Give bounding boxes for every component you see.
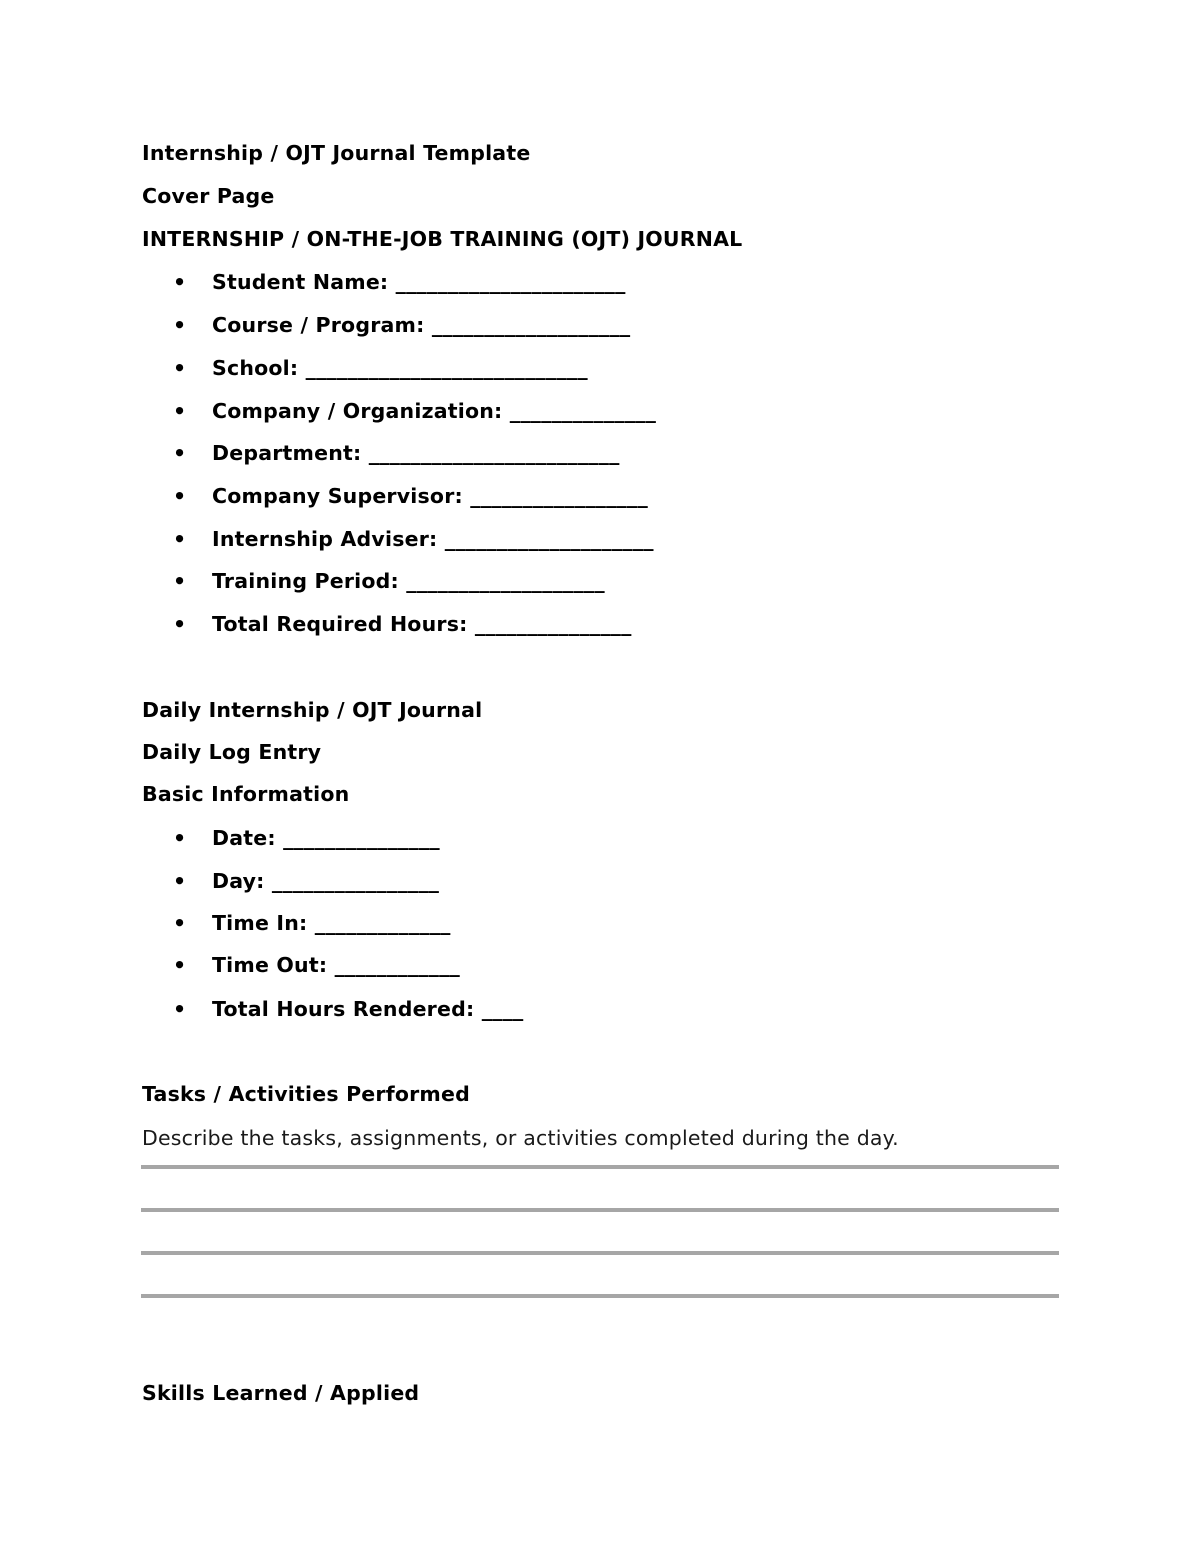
field-department: Department: ________________________: [212, 441, 620, 465]
bullet: •: [173, 997, 187, 1021]
writing-line: [141, 1251, 1059, 1255]
bullet: •: [173, 399, 187, 423]
field-training-period: Training Period: ___________________: [212, 569, 605, 593]
bullet: •: [173, 953, 187, 977]
cover-title: INTERNSHIP / ON-THE-JOB TRAINING (OJT) JOURNAL: [142, 227, 743, 251]
writing-line: [141, 1165, 1059, 1169]
daily-log-heading: Daily Log Entry: [142, 740, 322, 764]
writing-line: [141, 1208, 1059, 1212]
cover-page-heading: Cover Page: [142, 184, 275, 208]
bullet: •: [173, 911, 187, 935]
bullet: •: [173, 527, 187, 551]
tasks-description: Describe the tasks, assignments, or activities completed during the day.: [142, 1126, 899, 1150]
writing-line: [141, 1294, 1059, 1298]
bullet: •: [173, 826, 187, 850]
bullet: •: [173, 569, 187, 593]
bullet: •: [173, 441, 187, 465]
bullet: •: [173, 484, 187, 508]
document-title: Internship / OJT Journal Template: [142, 141, 531, 165]
daily-journal-heading: Daily Internship / OJT Journal: [142, 698, 483, 722]
basic-information-heading: Basic Information: [142, 782, 350, 806]
bullet: •: [173, 869, 187, 893]
bullet: •: [173, 612, 187, 636]
tasks-heading: Tasks / Activities Performed: [142, 1082, 470, 1106]
field-student-name: Student Name: ______________________: [212, 270, 626, 294]
skills-heading: Skills Learned / Applied: [142, 1381, 420, 1405]
field-internship-adviser: Internship Adviser: ____________________: [212, 527, 654, 551]
field-total-hours-rendered: Total Hours Rendered: ____: [212, 997, 524, 1021]
field-time-in: Time In: _____________: [212, 911, 451, 935]
field-company-organization: Company / Organization: ______________: [212, 399, 657, 423]
field-time-out: Time Out: ____________: [212, 953, 460, 977]
field-date: Date: _______________: [212, 826, 440, 850]
field-total-required-hours: Total Required Hours: _______________: [212, 612, 632, 636]
field-school: School: ___________________________: [212, 356, 588, 380]
bullet: •: [173, 313, 187, 337]
field-company-supervisor: Company Supervisor: _________________: [212, 484, 648, 508]
field-course-program: Course / Program: ___________________: [212, 313, 631, 337]
bullet: •: [173, 270, 187, 294]
bullet: •: [173, 356, 187, 380]
field-day: Day: ________________: [212, 869, 440, 893]
